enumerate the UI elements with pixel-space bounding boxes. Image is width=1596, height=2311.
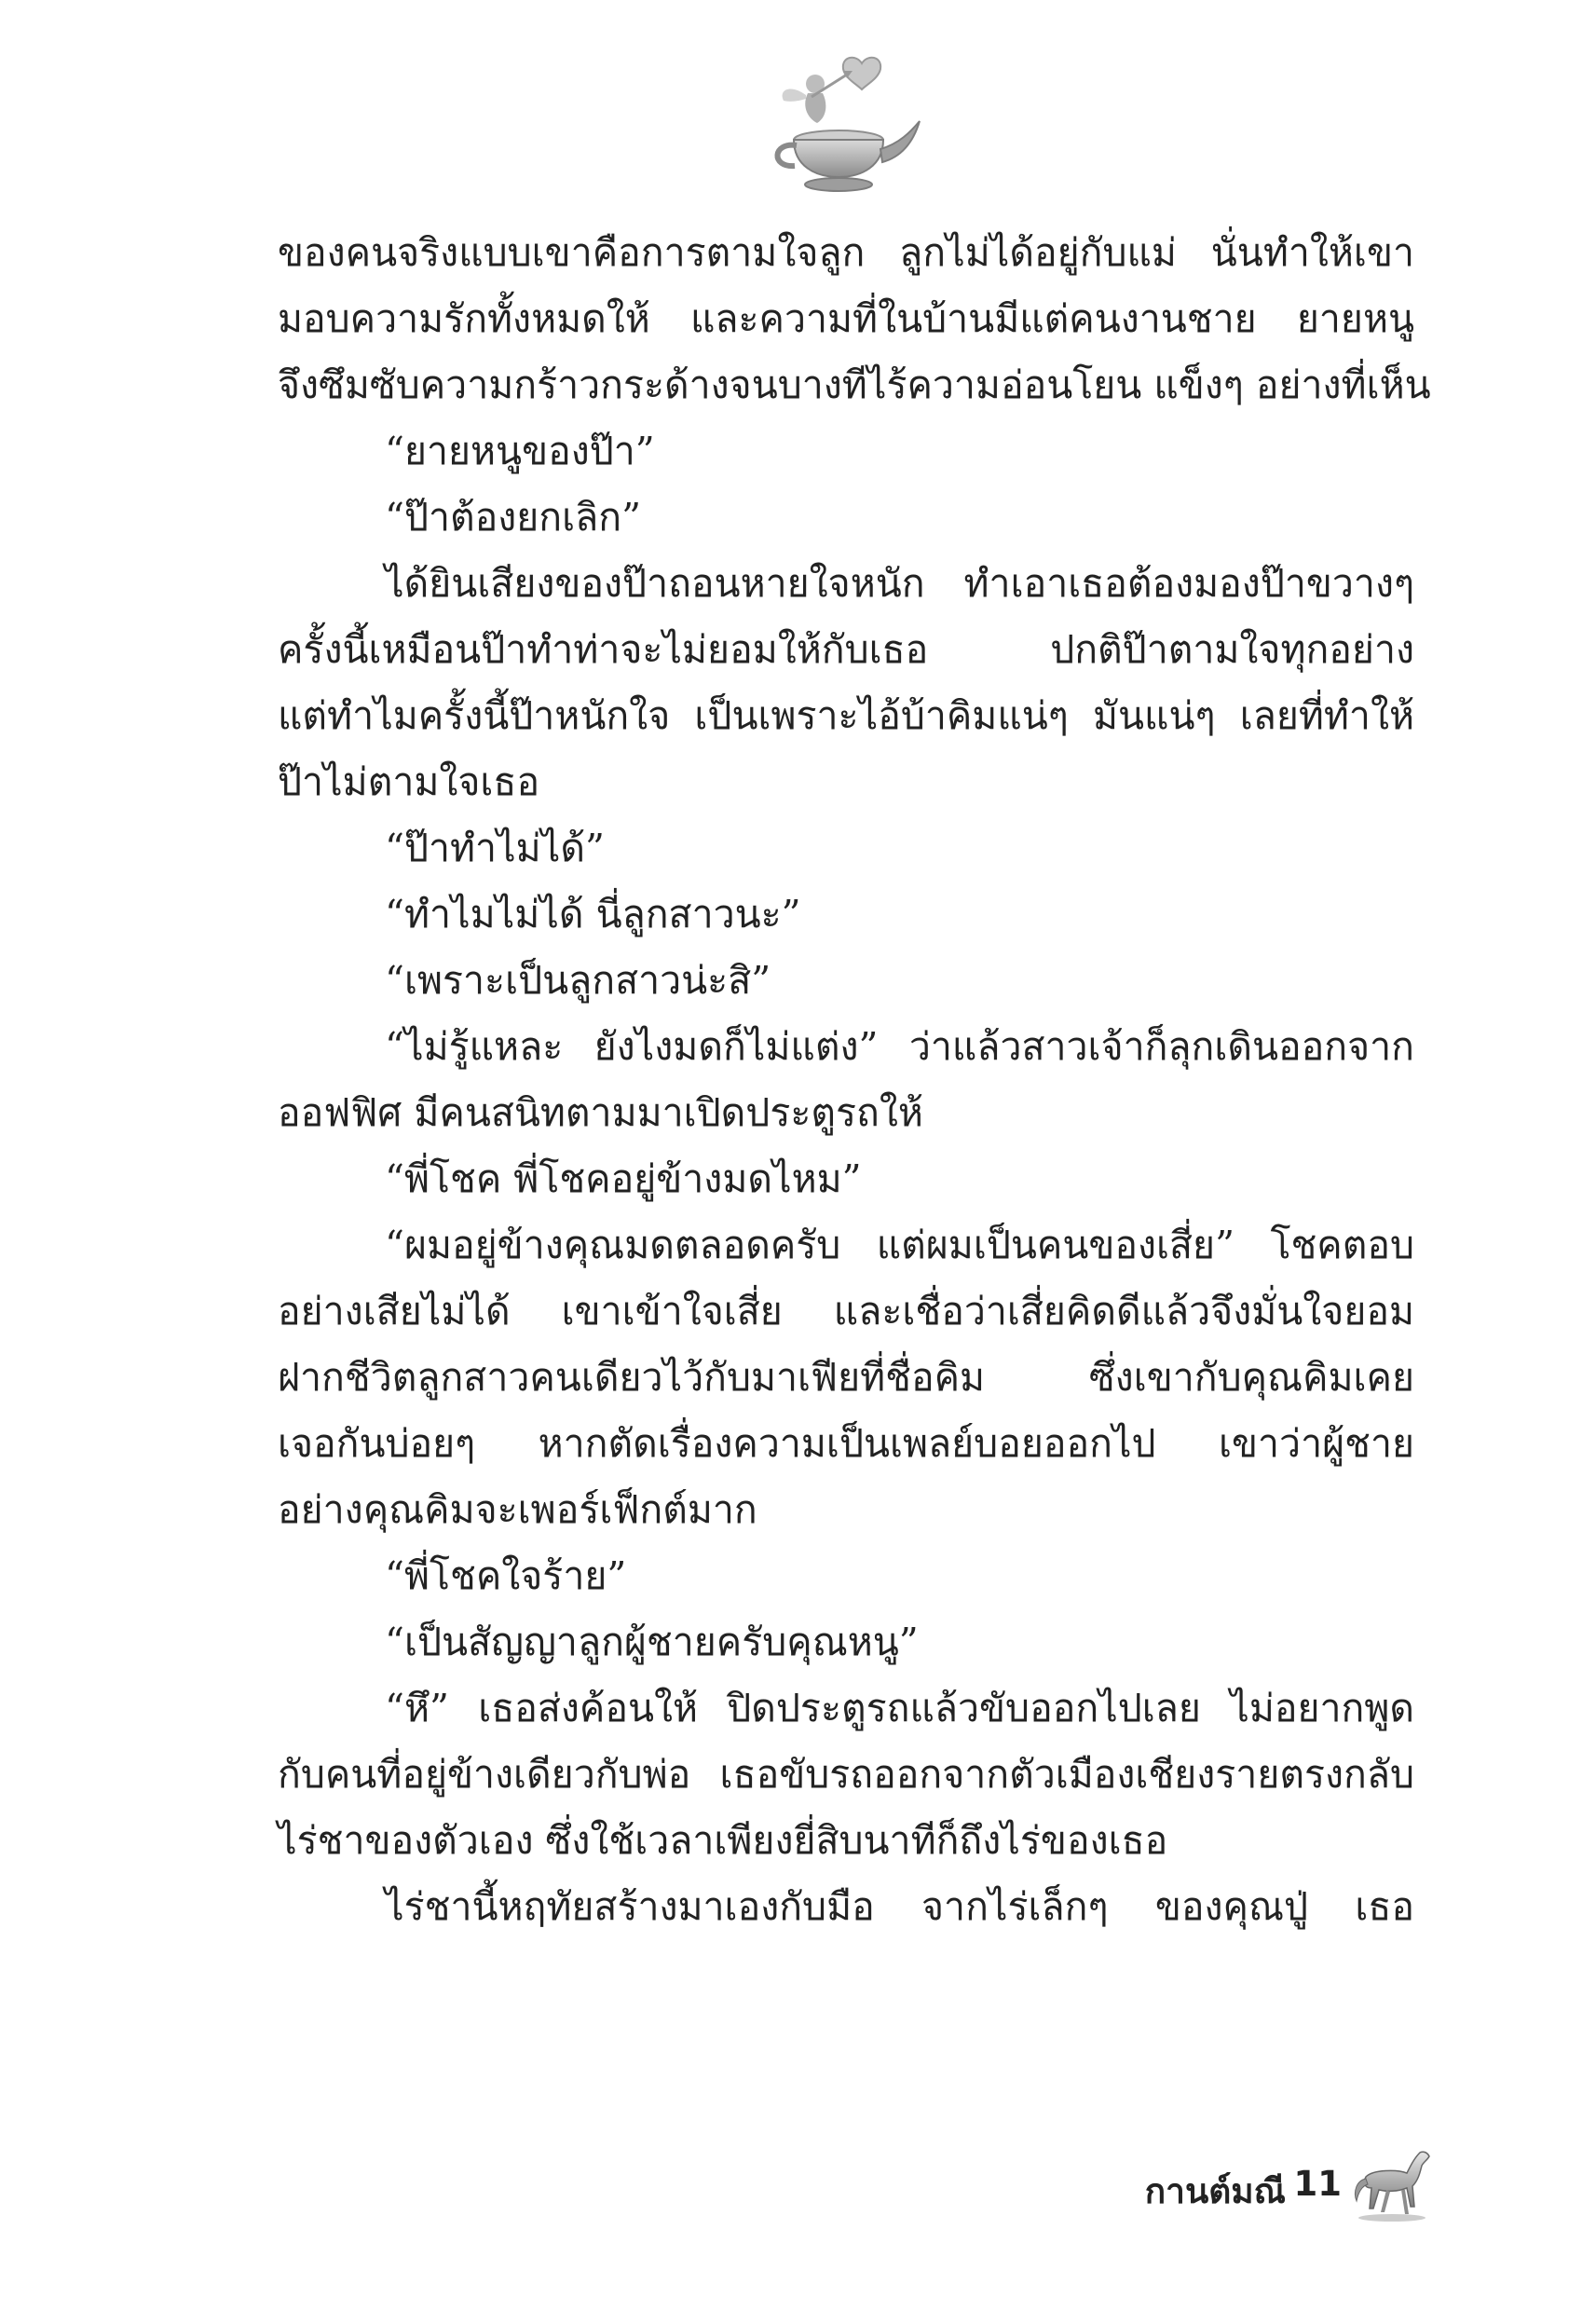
- text-line: “ป๊าทำไม่ได้”: [385, 826, 605, 870]
- text-line: “เพราะเป็นลูกสาวน่ะสิ”: [385, 958, 771, 1003]
- text-line: ของคนจริงแบบเขาคือการตามใจลูก ลูกไม่ได้อยู่กับแม่ นั่นทำให้เขา: [278, 230, 1414, 275]
- page-number: 11: [1293, 2164, 1342, 2204]
- text-line: ไร่ชานี้หฤทัยสร้างมาเองกับมือ จากไร่เล็กๆ ของคุณปู่ เธอ: [385, 1884, 1414, 1929]
- text-line: จึงซึมซับความกร้าวกระด้างจนบางทีไร้ความอ่อนโยน แข็งๆ อย่างที่เห็น: [278, 362, 1431, 407]
- text-line: ได้ยินเสียงของป๊าถอนหายใจหนัก ทำเอาเธอต้องมองป๊าขวางๆ: [385, 561, 1414, 606]
- text-line: มอบความรักทั้งหมดให้ และความที่ในบ้านมีแต่คนงานชาย ยายหนู: [278, 296, 1414, 341]
- text-line: ครั้งนี้เหมือนป๊าทำท่าจะไม่ยอมให้กับเธอ ปกติป๊าตามใจทุกอย่าง: [278, 627, 1414, 672]
- text-line: “พี่โชค พี่โชคอยู่ข้างมดไหม”: [385, 1156, 862, 1201]
- text-line: “ไม่รู้แหละ ยังไงมดก็ไม่แต่ง” ว่าแล้วสาวเจ้าก็ลุกเดินออกจาก: [385, 1024, 1414, 1069]
- horse-icon: [1349, 2140, 1435, 2223]
- page-footer: [1044, 2140, 1435, 2223]
- text-line: “ทำไมไม่ได้ นี่ลูกสาวนะ”: [385, 892, 801, 937]
- text-line: เจอกันบ่อยๆ หากตัดเรื่องความเป็นเพลย์บอยออกไป เขาว่าผู้ชาย: [278, 1421, 1414, 1466]
- text-line: “หึ” เธอส่งค้อนให้ ปิดประตูรถแล้วขับออกไปเลย ไม่อยากพูด: [385, 1686, 1414, 1730]
- cupid-teapot-ornament-icon: [750, 47, 927, 196]
- text-line: อย่างเสียไม่ได้ เขาเข้าใจเสี่ย และเชื่อว่าเสี่ยคิดดีแล้วจึงมั่นใจยอม: [278, 1289, 1414, 1333]
- text-line: กับคนที่อยู่ข้างเดียวกับพ่อ เธอขับรถออกจากตัวเมืองเชียงรายตรงกลับ: [278, 1752, 1414, 1797]
- book-title: กานต์มณี: [1144, 2171, 1286, 2211]
- body-text: [278, 220, 1431, 1940]
- text-line: “ป๊าต้องยกเลิก”: [385, 495, 642, 540]
- text-line: แต่ทำไมครั้งนี้ป๊าหนักใจ เป็นเพราะไอ้บ้าคิมแน่ๆ มันแน่ๆ เลยที่ทำให้: [278, 693, 1414, 738]
- text-line: “ผมอยู่ข้างคุณมดตลอดครับ แต่ผมเป็นคนของเสี่ย” โชคตอบ: [385, 1223, 1414, 1267]
- text-line: “พี่โชคใจร้าย”: [385, 1553, 627, 1598]
- text-line: “เป็นสัญญาลูกผู้ชายครับคุณหนู”: [385, 1620, 919, 1664]
- text-line: ป๊าไม่ตามใจเธอ: [278, 759, 540, 804]
- text-line: อย่างคุณคิมจะเพอร์เฟ็กต์มาก: [278, 1487, 757, 1532]
- text-line: “ยายหนูของป๊า”: [385, 429, 655, 473]
- text-line: ออฟฟิศ มีคนสนิทตามมาเปิดประตูรถให้: [278, 1090, 923, 1135]
- text-line: ฝากชีวิตลูกสาวคนเดียวไว้กับมาเฟียที่ชื่อคิม ซึ่งเขากับคุณคิมเคย: [278, 1355, 1414, 1400]
- text-line: ไร่ชาของตัวเอง ซึ่งใช้เวลาเพียงยี่สิบนาทีก็ถึงไร่ของเธอ: [278, 1818, 1168, 1863]
